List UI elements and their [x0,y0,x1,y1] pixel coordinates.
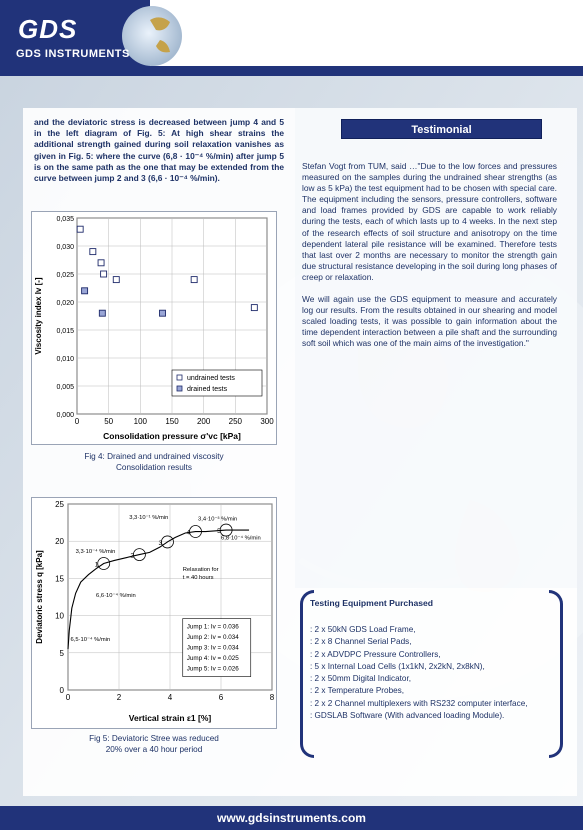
equipment-list [310,624,555,722]
footer-url[interactable]: www.gdsinstruments.com [0,806,583,830]
testimonial-body [302,161,557,361]
fig4-y-tick-label: 0,005 [56,384,74,391]
equipment-item: : 2 x 50kN GDS Load Frame, [310,625,416,634]
fig5-annotation: Relaxation for [182,566,219,573]
fig4-data-point [82,288,88,294]
fig5-jump-number: 2 [130,552,135,560]
logo-subtitle: GDS INSTRUMENTS [16,48,130,60]
fig5-annotation: 3,4·10⁻³ %/min [198,516,238,523]
fig4-data-point [251,305,257,311]
fig4-data-point [113,277,119,283]
fig4-y-tick-label: 0,025 [56,272,74,279]
fig5-y-tick-label: 5 [59,648,64,658]
fig5-y-tick-label: 25 [55,500,64,509]
fig5-annotation: 3,3·10⁻¹ %/min [129,514,169,521]
testimonial-heading: Testimonial [341,119,542,139]
equipment-item: : 2 x Temperature Probes, [310,686,405,696]
fig5-jump-table-row: Jump 1: Iv = 0.036 [186,623,239,631]
fig4-legend-marker [177,386,182,391]
equipment-item: : 2 x 2 Channel multiplexers with RS232 computer interface, [310,698,528,708]
fig4-x-tick-label: 150 [165,417,179,426]
fig4-y-tick-label: 0,000 [56,412,74,419]
fig5-caption-line2: 20% over a 40 hour period [105,745,203,754]
fig4-legend-marker [177,375,182,380]
fig4-y-tick-label: 0,010 [56,356,74,363]
fig4-y-tick-label: 0,030 [56,244,74,251]
fig4-x-tick-label: 200 [196,417,211,426]
equipment-item: : 5 x Internal Load Cells (1x1kN, 2x2kN, 2x8kN), [310,661,485,671]
fig5-annotation: 6,6·10⁻⁴ %/min [96,593,136,599]
fig5-annotation: 6,5·10⁻⁴ %/min [70,636,111,643]
fig5-y-tick-label: 10 [55,611,64,621]
fig4-x-tick-label: 300 [260,417,274,426]
fig5-caption-line1: Fig 5: Deviatoric Stree was reduced [89,734,219,743]
left-intro-text: and the deviatoric stress is decreased between jump 4 and 5 in the left diagram of Fig. 5: At high shear strains the additional strength gained during soil relaxation vanishes as given in Fig. 5: where the curve (6,8 · 10⁻⁴ %/min) after jump 5 is on the same path as the one that may be extended from the curve between jump 2 and 3 (6,6 · 10⁻⁴ %/min). [34,117,284,184]
fig5-y-tick-label: 0 [59,686,64,695]
equipment-item: : 2 x ADVDPC Pressure Controllers, [310,649,441,659]
fig4-data-point [77,226,83,232]
fig5-annotation: 3,3·10⁻⁴ %/min [75,549,116,556]
fig4-caption-line1: Fig 4: Drained and undrained viscosity [84,452,224,461]
fig4-x-tick-label: 100 [133,417,148,426]
fig4-data-point [191,277,197,283]
fig5-chart-frame [31,497,277,729]
fig5-x-tick-label: 0 [65,693,71,702]
fig5-jump-table-row: Jump 5: Iv = 0.026 [186,665,239,673]
fig5-x-tick-label: 4 [167,693,173,702]
equipment-item: : 2 x 50mm Digital Indicator, [310,674,412,684]
fig4-y-axis-label: Viscosity index Iv [-] [34,277,43,355]
fig5-annotation: 6,8·10⁻⁴ %/min [221,535,261,542]
equipment-item: : GDSLAB Software (With advanced loading Module). [310,711,505,721]
fig4-data-point [99,310,105,316]
fig5-caption [31,733,277,755]
fig4-data-point [98,260,104,266]
fig4-legend-label: undrained tests [187,375,235,382]
fig4-x-tick-label: 50 [104,417,114,426]
testimonial-paragraph-2: We will again use the GDS equipment to measure and accurately log our results. From the results obtained in our shearing and model scaled loading tests, it was possible to gain information about the time dependent interaction between a pile shaft and the surrounding soft soil which was one of the main aims of the investigation." [302,294,557,349]
equipment-box [300,590,563,758]
fig4-caption-line2: Consolidation results [115,463,192,472]
fig5-jump-number: 4 [186,529,191,537]
fig5-x-tick-label: 6 [218,693,224,702]
fig4-data-point [160,310,166,316]
fig5-jump-number: 1 [94,561,99,569]
fig5-x-axis-label: Vertical strain ε1 [%] [128,713,212,723]
fig4-legend-label: drained tests [187,386,228,393]
fig5-y-tick-label: 20 [55,537,64,547]
fig5-jump-number: 5 [217,528,221,536]
fig5-y-tick-label: 15 [55,574,64,584]
testimonial-paragraph-1: Stefan Vogt from TUM, said …"Due to the low forces and pressures measured on the samples during the undrained shear strengths (as low as 5 kPa) the test equipment had to be chosen with special care. The equipment including the sensors, pressure controllers, software and load frames provided by GDS are capable to work reliably during the tests, each of which lasts up to 4 weeks. In the next step of the research effects of soil structure and anisotropy on the time dependent lateral pile resistance will be examined. Therefore tests that last over 2 months are necessary to monitor the strength gain due structural resistance developing in the soil during long phases of creep or relaxation. [302,161,557,282]
fig4-y-tick-label: 0,020 [56,300,74,307]
fig5-jump-table-row: Jump 4: Iv = 0.025 [186,655,239,663]
fig4-data-point [101,271,107,277]
equipment-title: Testing Equipment Purchased [310,598,434,608]
equipment-item: : 2 x 8 Channel Serial Pads, [310,637,412,647]
fig4-chart [32,212,278,446]
fig4-chart-frame [31,211,277,445]
fig4-x-tick-label: 250 [228,417,243,426]
fig5-y-axis-label: Deviatoric stress q [kPa] [35,550,44,644]
fig4-data-point [90,249,96,255]
logo-text: GDS [18,14,78,44]
fig4-y-tick-label: 0,035 [56,216,74,223]
fig5-annotation: t = 40 hours [182,575,214,582]
fig5-x-tick-label: 8 [269,693,275,702]
fig5-jump-table-row: Jump 3: Iv = 0.034 [186,644,239,652]
fig5-jump-table-row: Jump 2: Iv = 0.034 [186,634,239,642]
fig4-x-tick-label: 0 [74,417,80,426]
gds-logo[interactable] [10,8,160,68]
fig4-y-tick-label: 0,015 [56,328,74,335]
fig5-x-tick-label: 2 [116,693,122,702]
fig4-x-axis-label: Consolidation pressure σ'vc [kPa] [103,431,241,441]
fig4-caption [31,451,277,473]
fig5-chart [32,498,278,730]
fig5-jump-number: 3 [158,539,163,547]
